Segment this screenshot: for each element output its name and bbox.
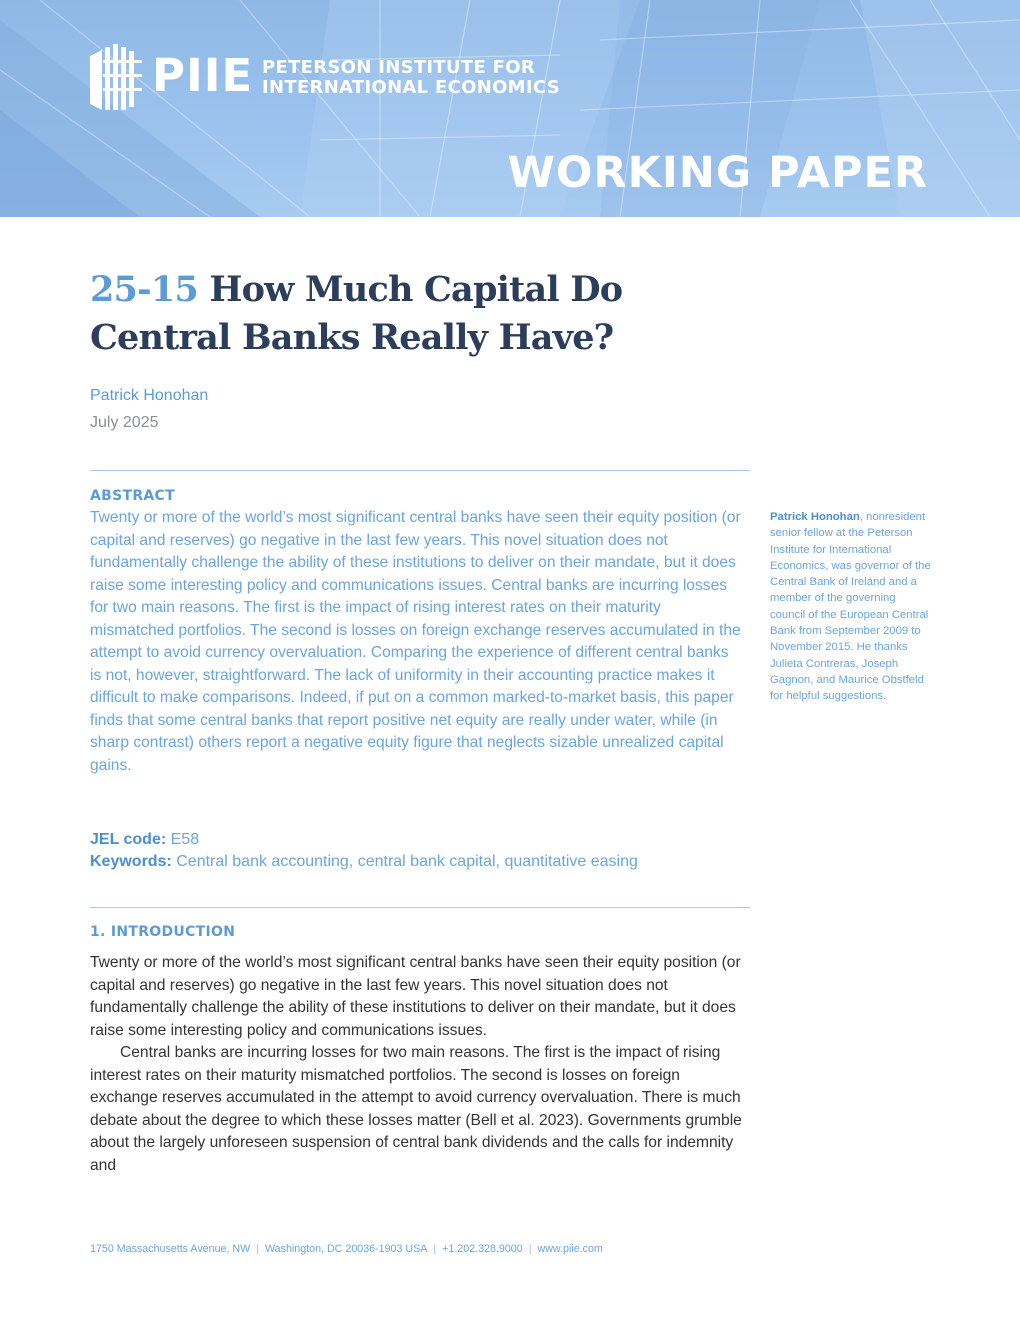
footer-separator: | xyxy=(528,1243,532,1255)
logo-abbreviation: PIIE xyxy=(152,49,254,102)
intro-paragraph-2: Central banks are incurring losses for two main reasons. The first is the impact of rising interest rates on their maturity mismatched portfolios. The second is losses on foreign exchange reserves accumulated in the attempt to avoid currency overvaluation. There is much debate about the degree to which these losses matter (Bell et al. 2023). Governments grumble about the largely unforeseen suspension of central bank dividends and the calls for indemnity and xyxy=(90,1044,742,1174)
footer-phone: +1.202.328.9000 xyxy=(442,1243,523,1255)
keywords-label: Keywords: xyxy=(90,853,172,870)
logo-institute-name xyxy=(262,58,560,98)
introduction-body xyxy=(90,952,742,1177)
author-name: Patrick Honohan xyxy=(90,387,209,404)
footer-address: 1750 Massachusetts Avenue, NW xyxy=(90,1243,251,1255)
footer-separator: | xyxy=(256,1243,259,1255)
bio-author-name: Patrick Honohan xyxy=(770,511,860,523)
footer-separator: | xyxy=(433,1243,437,1255)
bio-text: , nonresident senior fellow at the Peterson Institute for International Economics, was governor of the Central Bank of Ireland and a member of the governing council of the European Central Bank from September 2009 to November 2015. He thanks Julieta Contreras, Joseph Gagnon, and Maurice Obstfeld for helpful suggestions. xyxy=(770,511,931,703)
keywords-value: Central bank accounting, central bank capital, quantitative easing xyxy=(176,853,638,870)
footer-city: Washington, DC 20036-1903 USA xyxy=(264,1243,428,1255)
paper-number: 25-15 xyxy=(90,269,198,310)
abstract-heading: ABSTRACT xyxy=(90,488,175,504)
jel-code xyxy=(90,831,199,849)
footer-website-link[interactable]: www.piie.com xyxy=(537,1243,603,1255)
publication-date: July 2025 xyxy=(90,414,159,431)
jel-label: JEL code: xyxy=(90,831,167,848)
introduction-heading: 1. INTRODUCTION xyxy=(90,924,236,940)
title-line1: How Much Capital Do xyxy=(209,269,623,310)
building-grid-icon xyxy=(90,44,142,110)
keywords xyxy=(90,853,638,871)
logo-name-line2: INTERNATIONAL ECONOMICS xyxy=(262,77,560,98)
jel-value: E58 xyxy=(170,831,200,848)
author-bio xyxy=(770,509,932,705)
divider-intro xyxy=(90,907,750,908)
divider-top xyxy=(90,470,750,471)
intro-paragraph-1: Twenty or more of the world’s most significant central banks have seen their equity position (or capital and reserves) go negative in the last few years. This novel situation does not fundamentally challenge the ability of these institutions to deliver on their mandate, but it does raise some interesting policy and communications issues. xyxy=(90,954,741,1039)
paper-title xyxy=(90,266,730,362)
header-banner xyxy=(0,0,1020,217)
series-label: WORKING PAPER xyxy=(507,148,928,198)
title-line2: Central Banks Really Have? xyxy=(90,317,614,358)
logo-name-line1: PETERSON INSTITUTE FOR xyxy=(262,57,536,78)
abstract-text: Twenty or more of the world’s most significant central banks have seen their equity position (or capital and reserves) go negative in the last few years. This novel situation does not fundamentally challenge the ability of these institutions to deliver on their mandate, but it does raise some interesting policy and communications issues. Central banks are incurring losses for two main reasons. The first is the impact of rising interest rates on their maturity mismatched portfolios. The second is losses on foreign exchange reserves accumulated in the attempt to avoid currency overvaluation. Comparing the experience of different central banks is not, however, straightforward. The lack of uniformity in their accounting practice makes it difficult to make comparisons. Indeed, if put on a common marked-to-market basis, this paper finds that some central banks that report positive net equity are really under water, while (in sharp contrast) others report a negative equity figure that neglects sizable unrealized capital gains. xyxy=(90,509,741,774)
footer-contact xyxy=(90,1243,603,1255)
